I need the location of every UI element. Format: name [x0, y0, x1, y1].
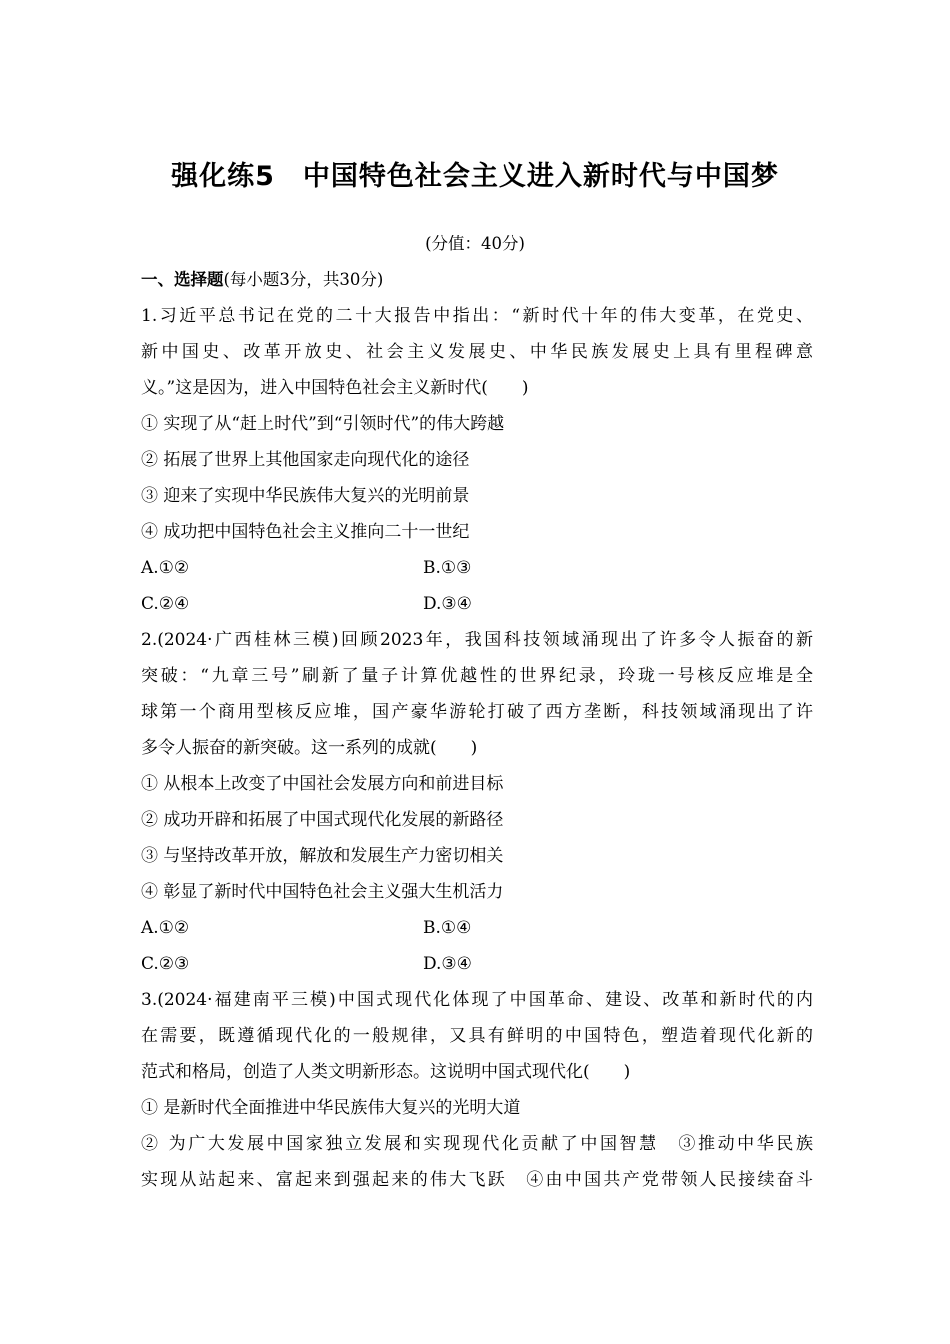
question-stem-line: 2.(2024·广西桂林三模)回顾2023年，我国科技领域涌现出了许多令人振奋的新 [141, 630, 813, 650]
statement-item: ① 是新时代全面推进中华民族伟大复兴的光明大道 [141, 1098, 521, 1118]
statement-item: ① 从根本上改变了中国社会发展方向和前进目标 [141, 774, 504, 794]
statement-item: 实现从站起来、富起来到强起来的伟大飞跃 ④由中国共产党带领人民接续奋斗 [141, 1170, 813, 1190]
question-stem-line: 义。”这是因为，进入中国特色社会主义新时代( ) [141, 378, 529, 398]
question-1 [141, 298, 813, 622]
section-heading-label: 一、选择题 [141, 270, 224, 289]
answer-options-row [141, 946, 813, 982]
question-stem-line: 范式和格局，创造了人类文明新形态。这说明中国式现代化( ) [141, 1062, 631, 1082]
answer-options-row [141, 586, 813, 622]
statement-item: ④ 成功把中国特色社会主义推向二十一世纪 [141, 522, 470, 542]
option-b: B.①③ [423, 558, 472, 578]
question-stem-line: 在需要，既遵循现代化的一般规律，又具有鲜明的中国特色，塑造着现代化新的 [141, 1026, 813, 1046]
question-stem-line: 新中国史、改革开放史、社会主义发展史、中华民族发展史上具有里程碑意 [141, 342, 813, 362]
option-a: A.①② [141, 918, 190, 938]
option-d: D.③④ [423, 594, 472, 614]
statement-item: ③ 迎来了实现中华民族伟大复兴的光明前景 [141, 486, 470, 506]
statement-item: ④ 彰显了新时代中国特色社会主义强大生机活力 [141, 882, 504, 902]
option-b: B.①④ [423, 918, 472, 938]
score-note: (分值：40分) [425, 234, 525, 253]
question-3 [141, 982, 813, 1198]
option-c: C.②③ [141, 954, 190, 974]
statement-item: ② 为广大发展中国家独立发展和实现现代化贡献了中国智慧 ③推动中华民族 [141, 1134, 813, 1154]
answer-options-row [141, 550, 813, 586]
page-title: 强化练5 中国特色社会主义进入新时代与中国梦 [171, 161, 779, 192]
question-stem-line: 1.习近平总书记在党的二十大报告中指出：“新时代十年的伟大变革，在党史、 [141, 306, 813, 326]
question-stem-line: 突破：“九章三号”刷新了量子计算优越性的世界纪录，玲珑一号核反应堆是全 [141, 666, 813, 686]
question-2 [141, 622, 813, 982]
question-stem-line: 多令人振奋的新突破。这一系列的成就( ) [141, 738, 478, 758]
statement-item: ① 实现了从“赶上时代”到“引领时代”的伟大跨越 [141, 414, 505, 434]
statement-item: ② 成功开辟和拓展了中国式现代化发展的新路径 [141, 810, 504, 830]
section-heading-note: (每小题3分，共30分) [223, 270, 384, 289]
section-heading [141, 262, 813, 298]
statement-item: ③ 与坚持改革开放，解放和发展生产力密切相关 [141, 846, 504, 866]
statement-item: ② 拓展了世界上其他国家走向现代化的途径 [141, 450, 470, 470]
question-content [141, 262, 813, 1198]
question-stem-line: 球第一个商用型核反应堆，国产豪华游轮打破了西方垄断，科技领域涌现出了许 [141, 702, 813, 722]
option-a: A.①② [141, 558, 190, 578]
option-d: D.③④ [423, 954, 472, 974]
answer-options-row [141, 910, 813, 946]
option-c: C.②④ [141, 594, 190, 614]
question-stem-line: 3.(2024·福建南平三模)中国式现代化体现了中国革命、建设、改革和新时代的内 [141, 990, 813, 1010]
